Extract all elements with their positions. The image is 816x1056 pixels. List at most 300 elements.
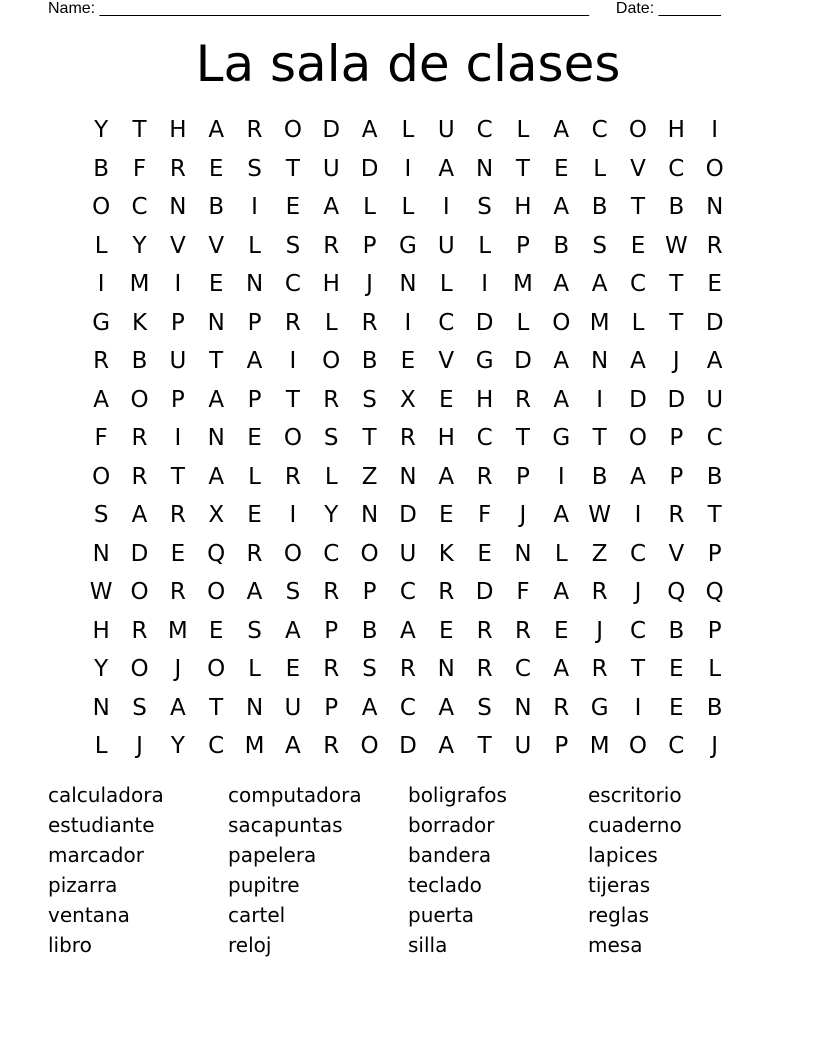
grid-letter: E	[208, 271, 224, 297]
grid-letter: G	[92, 309, 111, 336]
grid-letter: P	[669, 425, 684, 451]
word-bank-item: teclado	[408, 873, 482, 897]
grid-letter: Y	[170, 733, 185, 759]
grid-letter: C	[629, 540, 647, 567]
grid-letter: A	[361, 694, 378, 721]
grid-letter: V	[438, 348, 455, 374]
grid-letter: I	[557, 463, 565, 490]
grid-letter: B	[361, 348, 378, 374]
grid-letter: C	[668, 733, 685, 759]
grid-letter: J	[672, 348, 680, 374]
grid-letter: O	[92, 463, 111, 490]
grid-letter: C	[131, 194, 148, 220]
grid-letter: A	[361, 117, 378, 143]
word-bank-item: lapices	[588, 843, 658, 867]
grid-letter: L	[516, 117, 530, 143]
grid-row	[82, 381, 734, 420]
word-bank-item: libro	[48, 933, 92, 957]
grid-letter: I	[251, 194, 258, 220]
grid-row	[82, 342, 734, 381]
grid-letter: E	[554, 155, 569, 182]
grid-row	[82, 458, 734, 497]
word-bank-item: reloj	[228, 933, 272, 957]
word-bank-item: pupitre	[228, 873, 300, 897]
grid-letter: O	[552, 309, 571, 336]
grid-letter: B	[591, 194, 608, 220]
grid-letter: U	[284, 694, 302, 721]
grid-letter: C	[476, 117, 493, 143]
grid-letter: J	[711, 733, 719, 759]
grid-letter: I	[634, 502, 642, 528]
grid-letter: N	[437, 656, 455, 682]
grid-letter: R	[246, 117, 263, 143]
grid-letter: A	[208, 117, 225, 143]
grid-letter: H	[437, 425, 455, 451]
grid-letter: P	[707, 617, 722, 644]
grid-letter: T	[515, 425, 530, 451]
grid-letter: O	[130, 656, 149, 682]
grid-letter: N	[92, 540, 110, 567]
grid-letter: T	[477, 733, 492, 759]
grid-letter: A	[438, 155, 455, 182]
grid-letter: C	[629, 271, 647, 297]
grid-letter: L	[439, 271, 453, 297]
word-bank-item: cartel	[228, 903, 286, 927]
grid-letter: J	[136, 733, 143, 759]
grid-letter: R	[476, 463, 493, 490]
grid-letter: L	[401, 117, 415, 143]
grid-letter: M	[589, 309, 610, 336]
grid-letter: P	[707, 540, 722, 567]
grid-letter: F	[132, 155, 147, 182]
word-bank-row	[48, 840, 768, 870]
word-bank-item: cuaderno	[588, 813, 682, 837]
grid-letter: T	[132, 117, 147, 143]
grid-letter: L	[478, 232, 492, 259]
grid-letter: P	[516, 463, 530, 490]
grid-letter: K	[438, 540, 454, 567]
word-bank-item: estudiante	[48, 813, 155, 837]
grid-letter: S	[132, 694, 147, 721]
grid-letter: O	[283, 540, 302, 567]
grid-letter: T	[170, 463, 185, 490]
grid-letter: E	[554, 617, 569, 644]
grid-letter: R	[323, 386, 340, 413]
grid-letter: P	[669, 463, 684, 490]
grid-letter: E	[247, 502, 262, 528]
word-bank-item: marcador	[48, 843, 144, 867]
grid-letter: M	[513, 271, 533, 297]
grid-letter: U	[437, 232, 455, 259]
grid-letter: A	[553, 656, 570, 682]
grid-letter: T	[630, 194, 646, 220]
grid-letter: A	[285, 733, 301, 759]
grid-letter: A	[553, 502, 570, 528]
grid-row	[82, 496, 734, 535]
grid-letter: V	[668, 540, 685, 567]
grid-letter: D	[475, 579, 494, 605]
grid-letter: T	[515, 155, 530, 182]
grid-letter: O	[207, 656, 226, 682]
grid-letter: X	[400, 386, 416, 413]
date-field-label: Date: _______	[615, 0, 721, 17]
grid-letter: I	[596, 386, 604, 413]
grid-letter: A	[553, 271, 570, 297]
grid-letter: I	[289, 348, 297, 374]
grid-letter: J	[596, 617, 604, 644]
grid-letter: N	[399, 463, 417, 490]
grid-letter: M	[167, 617, 188, 644]
header-line	[48, 0, 748, 18]
grid-letter: S	[362, 386, 377, 413]
grid-letter: N	[514, 540, 532, 567]
grid-letter: E	[707, 271, 722, 297]
grid-letter: C	[591, 117, 608, 143]
grid-letter: A	[208, 463, 225, 490]
grid-letter: B	[131, 348, 148, 374]
grid-letter: O	[130, 386, 149, 413]
grid-row	[82, 612, 734, 651]
grid-letter: S	[477, 694, 492, 721]
grid-letter: R	[323, 579, 340, 605]
grid-letter: J	[519, 502, 527, 528]
grid-letter: S	[247, 155, 262, 182]
grid-letter: Q	[705, 579, 724, 605]
grid-letter: A	[246, 579, 263, 605]
grid-letter: B	[668, 194, 685, 220]
grid-letter: R	[361, 309, 378, 336]
word-bank-item: escritorio	[588, 783, 682, 807]
word-bank-item: tijeras	[588, 873, 651, 897]
grid-letter: R	[169, 579, 186, 605]
grid-letter: A	[553, 194, 570, 220]
word-bank-item: bandera	[408, 843, 492, 867]
word-bank-row	[48, 810, 768, 840]
grid-letter: T	[707, 502, 722, 528]
grid-letter: A	[208, 386, 225, 413]
grid-letter: W	[588, 502, 612, 528]
grid-letter: B	[706, 694, 723, 721]
grid-letter: T	[362, 425, 377, 451]
grid-letter: A	[553, 348, 570, 374]
grid-letter: P	[516, 232, 530, 259]
grid-letter: I	[174, 271, 182, 297]
grid-row	[82, 689, 734, 728]
word-bank-item: pizarra	[48, 873, 118, 897]
grid-letter: D	[629, 386, 647, 413]
name-field-label: Name: _______________________________________________________	[48, 0, 589, 17]
grid-letter: A	[630, 463, 646, 490]
grid-letter: P	[362, 579, 377, 605]
grid-row	[82, 111, 734, 150]
grid-letter: G	[399, 232, 417, 259]
grid-letter: C	[476, 425, 493, 451]
grid-letter: R	[323, 656, 340, 682]
grid-letter: S	[477, 194, 492, 220]
grid-letter: R	[323, 733, 340, 759]
grid-letter: A	[400, 617, 416, 644]
grid-letter: T	[209, 694, 224, 721]
grid-row	[82, 650, 734, 689]
grid-letter: L	[708, 656, 722, 682]
grid-letter: I	[442, 194, 450, 220]
word-bank-row	[48, 900, 768, 930]
word-bank-item: sacapuntas	[228, 813, 343, 837]
grid-letter: Y	[94, 117, 109, 143]
grid-letter: R	[399, 656, 416, 682]
grid-letter: R	[706, 232, 723, 259]
grid-letter: F	[477, 502, 492, 528]
grid-letter: A	[285, 617, 301, 644]
grid-letter: G	[475, 348, 494, 374]
grid-letter: L	[554, 540, 568, 567]
grid-letter: O	[360, 733, 379, 759]
grid-letter: A	[169, 694, 186, 721]
grid-letter: S	[285, 579, 301, 605]
grid-letter: B	[706, 463, 723, 490]
word-bank-item: computadora	[228, 783, 362, 807]
word-bank-item: boligrafos	[408, 783, 507, 807]
grid-letter: P	[362, 232, 377, 259]
grid-letter: D	[322, 117, 341, 143]
grid-letter: J	[634, 579, 642, 605]
grid-letter: C	[668, 155, 685, 182]
grid-letter: R	[514, 386, 531, 413]
grid-letter: R	[476, 617, 493, 644]
grid-row	[82, 535, 734, 574]
grid-letter: Z	[361, 463, 378, 490]
grid-letter: D	[360, 155, 379, 182]
grid-letter: V	[169, 232, 186, 259]
grid-letter: B	[553, 232, 570, 259]
word-bank-item: ventana	[48, 903, 130, 927]
grid-letter: L	[94, 232, 108, 259]
grid-letter: E	[285, 656, 301, 682]
grid-letter: R	[284, 463, 301, 490]
grid-letter: I	[404, 155, 412, 182]
word-bank-item: silla	[408, 933, 448, 957]
word-bank-item: reglas	[588, 903, 650, 927]
grid-letter: D	[399, 502, 417, 528]
grid-letter: I	[481, 271, 488, 297]
grid-row	[82, 265, 734, 304]
grid-letter: H	[169, 117, 187, 143]
grid-letter: N	[360, 502, 379, 528]
grid-letter: A	[591, 271, 608, 297]
grid-letter: H	[514, 194, 532, 220]
grid-letter: B	[591, 463, 608, 490]
word-bank-item: puerta	[408, 903, 474, 927]
grid-letter: A	[323, 194, 340, 220]
grid-letter: K	[131, 309, 148, 336]
grid-letter: E	[477, 540, 492, 567]
word-bank	[48, 780, 768, 960]
grid-letter: L	[324, 309, 338, 336]
grid-letter: E	[208, 155, 224, 182]
grid-letter: H	[475, 386, 494, 413]
grid-letter: E	[285, 194, 301, 220]
grid-letter: A	[93, 386, 110, 413]
grid-letter: N	[514, 694, 532, 721]
grid-letter: C	[514, 656, 531, 682]
grid-letter: N	[207, 309, 225, 336]
grid-letter: I	[634, 694, 642, 721]
grid-letter: U	[706, 386, 724, 413]
grid-letter: P	[170, 309, 185, 336]
grid-letter: N	[476, 155, 494, 182]
grid-letter: R	[93, 348, 110, 374]
grid-letter: E	[438, 617, 454, 644]
grid-letter: Q	[207, 540, 226, 567]
grid-letter: Y	[132, 232, 147, 259]
word-search-grid	[82, 111, 734, 766]
grid-letter: U	[437, 117, 455, 143]
grid-letter: R	[476, 656, 493, 682]
grid-letter: D	[705, 309, 724, 336]
grid-row	[82, 304, 734, 343]
grid-letter: B	[361, 617, 378, 644]
grid-letter: S	[285, 232, 301, 259]
grid-letter: L	[631, 309, 645, 336]
grid-letter: R	[284, 309, 301, 336]
grid-letter: U	[399, 540, 417, 567]
grid-letter: D	[514, 348, 532, 374]
grid-letter: T	[285, 155, 300, 182]
grid-letter: D	[667, 386, 686, 413]
grid-letter: E	[438, 386, 454, 413]
grid-letter: E	[669, 694, 684, 721]
grid-letter: L	[401, 194, 415, 220]
grid-letter: I	[289, 502, 297, 528]
grid-letter: P	[170, 386, 185, 413]
grid-letter: O	[628, 425, 648, 451]
grid-letter: N	[706, 194, 724, 220]
grid-letter: R	[399, 425, 416, 451]
grid-letter: D	[399, 733, 417, 759]
grid-letter: A	[438, 733, 455, 759]
grid-letter: A	[246, 348, 263, 374]
grid-letter: O	[322, 348, 341, 374]
grid-letter: I	[711, 117, 719, 143]
grid-letter: P	[247, 309, 262, 336]
grid-letter: N	[399, 271, 417, 297]
grid-row	[82, 573, 734, 612]
grid-letter: C	[323, 540, 340, 567]
word-bank-item: calculadora	[48, 783, 164, 807]
grid-letter: U	[514, 733, 532, 759]
word-bank-row	[48, 930, 768, 960]
word-bank-item: borrador	[408, 813, 495, 837]
grid-letter: T	[285, 386, 300, 413]
grid-letter: R	[591, 579, 608, 605]
grid-letter: T	[630, 656, 646, 682]
grid-letter: L	[248, 232, 261, 259]
grid-letter: P	[324, 694, 339, 721]
grid-letter: A	[630, 348, 646, 374]
grid-letter: L	[363, 194, 376, 220]
grid-letter: N	[245, 271, 264, 297]
grid-letter: H	[667, 117, 685, 143]
grid-letter: C	[208, 733, 225, 759]
grid-letter: C	[706, 425, 723, 451]
grid-letter: M	[244, 733, 265, 759]
grid-letter: W	[89, 579, 113, 605]
grid-letter: R	[131, 425, 148, 451]
word-bank-item: mesa	[588, 933, 643, 957]
grid-letter: O	[360, 540, 379, 567]
grid-letter: B	[93, 155, 110, 182]
grid-letter: L	[94, 733, 108, 759]
word-bank-row	[48, 870, 768, 900]
grid-letter: E	[170, 540, 186, 567]
grid-letter: G	[552, 425, 571, 451]
grid-row	[82, 727, 734, 766]
grid-letter: C	[399, 694, 416, 721]
grid-letter: C	[284, 271, 301, 297]
grid-letter: P	[324, 617, 339, 644]
grid-letter: V	[208, 232, 225, 259]
grid-letter: S	[247, 617, 262, 644]
grid-letter: R	[668, 502, 685, 528]
grid-letter: H	[322, 271, 340, 297]
grid-letter: W	[664, 232, 688, 259]
grid-letter: E	[669, 656, 684, 682]
grid-letter: N	[169, 194, 187, 220]
grid-letter: U	[169, 348, 187, 374]
grid-letter: M	[589, 733, 610, 759]
grid-letter: E	[630, 232, 646, 259]
grid-letter: D	[130, 540, 149, 567]
grid-letter: L	[248, 656, 261, 682]
grid-letter: I	[97, 271, 105, 297]
grid-letter: N	[245, 694, 264, 721]
grid-letter: O	[92, 194, 111, 220]
grid-letter: O	[283, 117, 302, 143]
grid-letter: P	[247, 386, 262, 413]
grid-letter: R	[514, 617, 531, 644]
grid-letter: I	[404, 309, 412, 336]
grid-letter: S	[323, 425, 339, 451]
grid-letter: N	[92, 694, 110, 721]
grid-letter: T	[669, 309, 684, 336]
grid-letter: F	[94, 425, 108, 451]
grid-row	[82, 188, 734, 227]
grid-letter: A	[438, 463, 455, 490]
grid-letter: C	[438, 309, 455, 336]
grid-letter: U	[322, 155, 340, 182]
grid-letter: E	[247, 425, 262, 451]
grid-letter: O	[207, 579, 226, 605]
grid-letter: G	[590, 694, 609, 721]
grid-letter: O	[283, 425, 302, 451]
grid-letter: Y	[324, 502, 339, 528]
grid-letter: C	[629, 617, 647, 644]
grid-letter: R	[323, 232, 340, 259]
grid-letter: R	[169, 155, 186, 182]
word-bank-item: papelera	[228, 843, 317, 867]
word-bank-row	[48, 780, 768, 810]
grid-letter: A	[131, 502, 148, 528]
grid-letter: Q	[667, 579, 686, 605]
grid-letter: T	[669, 271, 684, 297]
page-title: La sala de clases	[195, 35, 621, 93]
grid-letter: P	[554, 733, 569, 759]
grid-letter: A	[706, 348, 723, 374]
grid-letter: T	[592, 425, 607, 451]
grid-letter: A	[553, 579, 570, 605]
grid-letter: E	[208, 617, 224, 644]
grid-row	[82, 150, 734, 189]
